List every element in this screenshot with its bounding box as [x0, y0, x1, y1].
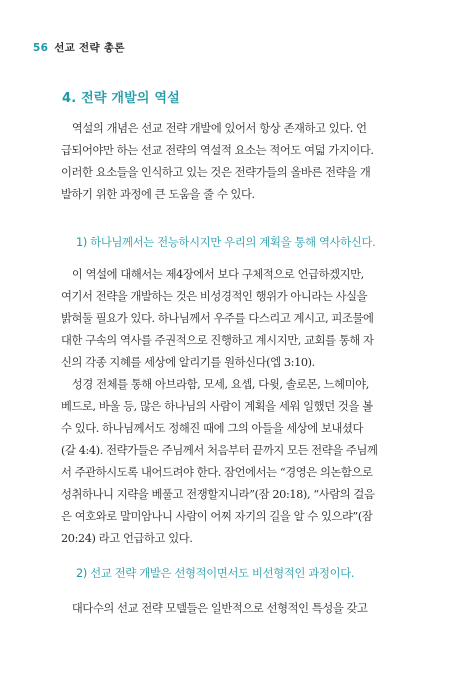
text-line: 대한 구속의 역사를 주권적으로 진행하고 계시지만, 교회를 통해 자: [61, 334, 374, 347]
text-line: 급되어야만 하는 선교 전략의 역설적 요소는 적어도 여덟 가지이다.: [61, 144, 374, 157]
text-line: 20:24) 라고 언급하고 있다.: [61, 532, 193, 545]
text-line: 수 있다. 하나님께서도 정해진 때에 그의 아들을 세상에 보내셨다: [61, 422, 364, 435]
text-line: 서 주관하시도록 내어드려야 한다. 잠언에서는 “경영은 의논함으로: [61, 466, 373, 479]
text-line: 여기서 전략을 개발하는 것은 비성경적인 행위가 아니라는 사실을: [61, 290, 368, 303]
text-line: 이 역설에 대해서는 제4장에서 보다 구체적으로 언급하겠지만,: [61, 268, 364, 281]
text-line: 밝혀둘 필요가 있다. 하나님께서 우주를 다스리고 계시고, 피조물에: [61, 312, 374, 325]
text-line: (갈 4:4). 전략가들은 주님께서 처음부터 끝까지 모든 전략을 주님께: [61, 444, 378, 457]
body-paragraph-2: [61, 264, 401, 550]
body-paragraph-1: [61, 118, 401, 206]
text-line: 대다수의 선교 전략 모델들은 일반적으로 선형적인 특성을 갖고: [61, 602, 368, 615]
running-header: [33, 40, 125, 55]
text-line: 베드로, 바울 등, 많은 하나님의 사람이 계획을 세워 일했던 것을 볼: [61, 400, 373, 413]
page-number: 56: [33, 42, 49, 54]
text-line: 성취하나니 지략을 베풀고 전쟁할지니라”(잠 20:18), “사람의 걸음: [61, 488, 375, 501]
text-line: 이러한 요소들을 인식하고 있는 것은 전략가들의 올바른 전략을 개: [61, 166, 371, 179]
text-line: 역설의 개념은 선교 전략 개발에 있어서 항상 존재하고 있다. 언: [61, 122, 367, 135]
body-paragraph-3: [61, 598, 401, 620]
subheading-2: 2) 선교 전략 개발은 선형적이면서도 비선형적인 과정이다.: [76, 567, 355, 580]
section-title: 4. 전략 개발의 역설: [62, 91, 180, 106]
text-line: 은 여호와로 말미암나니 사람이 어찌 자기의 길을 알 수 있으랴”(잠: [61, 510, 373, 523]
book-title: 선교 전략 총론: [54, 42, 125, 54]
text-line: 신의 각종 지혜를 세상에 알리기를 원하신다(엡 3:10).: [61, 356, 315, 369]
text-line: 발하기 위한 과정에 큰 도움을 줄 수 있다.: [61, 188, 255, 201]
subheading-1: 1) 하나님께서는 전능하시지만 우리의 계획을 통해 역사하신다.: [76, 236, 376, 249]
text-line: 성경 전체를 통해 아브라함, 모세, 요셉, 다윗, 솔로몬, 느헤미야,: [61, 378, 369, 391]
